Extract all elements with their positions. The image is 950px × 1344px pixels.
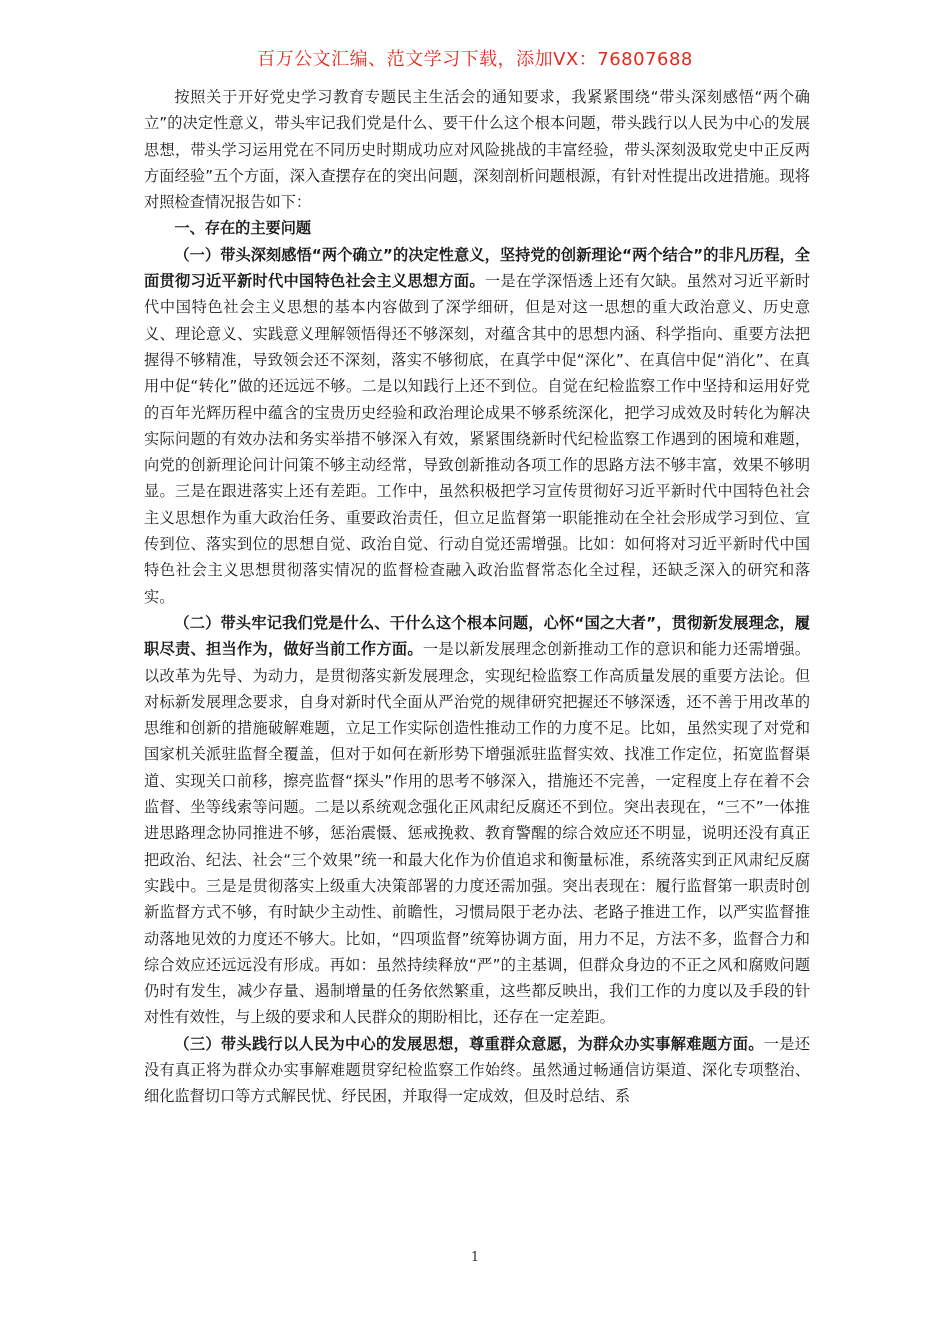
paragraph-1-body: 一是在学深悟透上还有欠缺。虽然对习近平新时代中国特色社会主义思想的基本内容做到了深学细研，但是对这一思想的重大政治意义、历史意义、理论意义、实践意义理解领悟得还不够深刻，对蕴含其中的思想内涵、科学指向、重要方法把握得不够精准，导致领会还不深刻，落实不够彻底，在真学中促“深化”、在真信中促“消化”、在真用中促“转化”做的还远远不够。二是以知践行上还不到位。自觉在纪检监察工作中坚持和运用好党的百年光辉历程中蕴含的宝贵历史经验和政治理论成果不够系统深化，把学习成效及时转化为解决实际问题的有效办法和务实举措不够深入有效，紧紧围绕新时代纪检监察工作遇到的困境和难题，向党的创新理论问计问策不够主动经常，导致创新推动各项工作的思路方法不够丰富，效果不够明显。三是在跟进落实上还有差距。工作中，虽然积极把学习宣传贯彻好习近平新时代中国特色社会主义思想作为重大政治任务、重要政治责任，但立足监督第一职能推动在全社会形成学习到位、宣传到位、落实到位的思想自觉、政治自觉、行动自觉还需增强。比如：如何将对习近平新时代中国特色社会主义思想贯彻落实情况的监督检查融入政治监督常态化全过程，还缺乏深入的研究和落实。 [144, 272, 811, 606]
document-body [144, 84, 810, 1110]
paragraph-1-title: （一）带头深刻感悟“两个确立”的决定性意义，坚持党的创新理论“两个结合”的非凡历程，全面贯彻习近平新时代中国特色社会主义思想方面。 [144, 245, 810, 291]
promo-banner: 百万公文汇编、范文学习下载，添加VX：76807688 [257, 49, 693, 70]
paragraph-3-title: （三）带头践行以人民为中心的发展思想，尊重群众意愿，为群众办实事解难题方面。 [174, 1034, 764, 1053]
paragraph-1 [144, 242, 810, 610]
paragraph-3 [144, 1031, 810, 1110]
paragraph-2 [144, 610, 810, 1031]
section-heading: 一、存在的主要问题 [174, 219, 312, 238]
page-number: 1 [470, 1250, 480, 1265]
intro-paragraph: 按照关于开好党史学习教育专题民主生活会的通知要求，我紧紧围绕“带头深刻感悟“两个确立”的决定性意义，带头牢记我们党是什么、要干什么这个根本问题，带头践行以人民为中心的发展思想，带头学习运用党在不同历史时期成功应对风险挑战的丰富经验，带头深刻汲取党史中正反两方面经验”五个方面，深入查摆存在的突出问题，深刻剖析问题根源，有针对性提出改进措施。现将对照检查情况报告如下： [144, 88, 810, 212]
paragraph-2-body: 一是以新发展理念创新推动工作的意识和能力还需增强。以改革为先导、为动力，是贯彻落实新发展理念，实现纪检监察工作高质量发展的重要方法论。但对标新发展理念要求，自身对新时代全面从严治党的规律研究把握还不够深透，还不善于用改革的思维和创新的措施破解难题，立足工作实际创造性推动工作的力度不足。比如，虽然实现了对党和国家机关派驻监督全覆盖，但对于如何在新形势下增强派驻监督实效、找准工作定位，拓宽监督渠道、实现关口前移，擦亮监督“探头”作用的思考不够深入，措施还不完善，一定程度上存在着不会监督、坐等线索等问题。二是以系统观念强化正风肃纪反腐还不到位。突出表现在，“三不”一体推进思路理念协同推进不够，惩治震慑、惩戒挽救、教育警醒的综合效应还不明显，说明还没有真正把政治、纪法、社会“三个效果”统一和最大化作为价值追求和衡量标准，系统落实到正风肃纪反腐实践中。三是是贯彻落实上级重大决策部署的力度还需加强。突出表现在：履行监督第一职责时创新监督方式不够，有时缺少主动性、前瞻性，习惯局限于老办法、老路子推进工作，以严实监督推动落地见效的力度还不够大。比如，“四项监督”统筹协调方面，用力不足，方法不多，监督合力和综合效应还远远没有形成。再如：虽然持续释放“严”的主基调，但群众身边的不正之风和腐败问题仍时有发生，减少存量、遏制增量的任务依然繁重，这些都反映出，我们工作的力度以及手段的针对性有效性，与上级的要求和人民群众的期盼相比，还存在一定差距。 [144, 640, 811, 1027]
paragraph-3-body: 一是还没有真正将为群众办实事解难题贯穿纪检监察工作始终。虽然通过畅通信访渠道、深化专项整治、细化监督切口等方式解民忧、纾民困，并取得一定成效，但及时总结、系 [144, 1034, 811, 1106]
paragraph-2-title: （二）带头牢记我们党是什么、干什么这个根本问题，心怀“国之大者”，贯彻新发展理念，履职尽责、担当作为，做好当前工作方面。 [144, 613, 810, 659]
